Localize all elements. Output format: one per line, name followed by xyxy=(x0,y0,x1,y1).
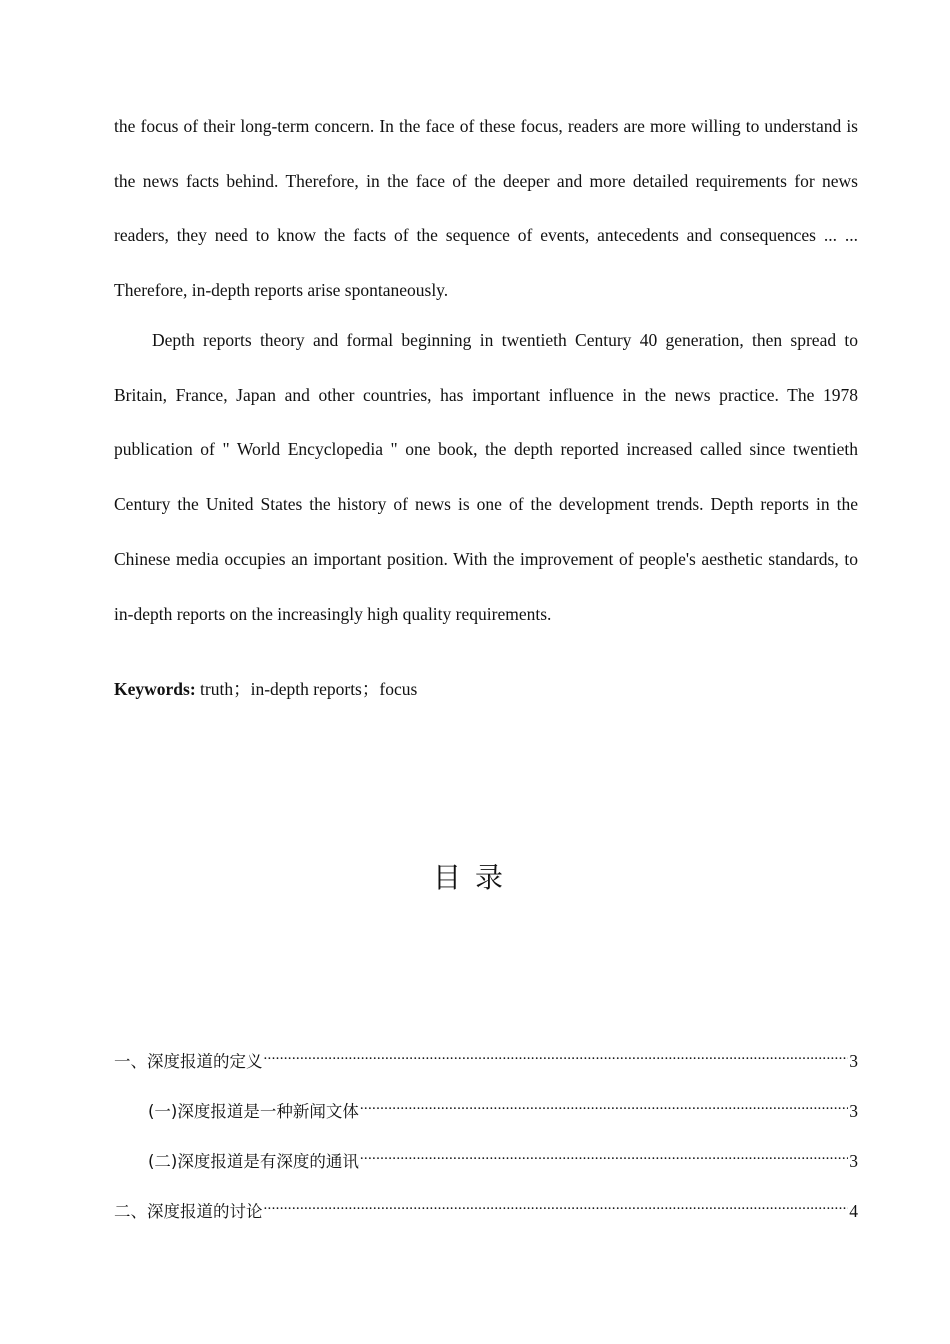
toc-leader-dots xyxy=(360,1091,848,1117)
toc-entry-label: 一、深度报道的定义 xyxy=(114,1052,263,1071)
toc-leader-dots xyxy=(360,1141,848,1167)
toc-entry-label: (一)深度报道是一种新闻文体 xyxy=(148,1102,359,1121)
toc-entry[interactable] xyxy=(148,1141,858,1175)
keywords-value: truth；in-depth reports；focus xyxy=(195,679,418,699)
toc-leader-dots xyxy=(264,1191,849,1217)
abstract-paragraph: the focus of their long-term concern. In the face of these focus, readers are more willing to understand is the news facts behind. Therefore, in the face of the deeper and more detailed requirements for news readers, they need to know the facts of the sequence of events, antecedents and consequences ... ... Therefore, in-depth reports arise spontaneously. xyxy=(114,116,858,301)
toc-page-number: 4 xyxy=(849,1201,858,1221)
abstract-paragraph: Depth reports theory and formal beginning in twentieth Century 40 generation, then spread to Britain, France, Japan and other countries, has important influence in the news practice. The 1978 publication of " World Encyclopedia " one book, the depth reported increased called since twentieth Century the United States the history of news is one of the development trends. Depth reports in the Chinese media occupies an important position. With the improvement of people's aesthetic standards, to in-depth reports on the increasingly high quality requirements. xyxy=(114,330,858,624)
toc-leader-dots xyxy=(264,1041,849,1067)
toc-page-number: 3 xyxy=(849,1151,858,1171)
keywords-label: Keywords: xyxy=(114,679,196,699)
toc-title: 目录 xyxy=(432,861,517,894)
toc-entry-label: 二、深度报道的讨论 xyxy=(114,1202,263,1221)
toc-entry[interactable] xyxy=(148,1091,858,1125)
keywords-line xyxy=(114,675,417,703)
toc-entry[interactable] xyxy=(114,1191,858,1225)
toc-page-number: 3 xyxy=(849,1101,858,1121)
toc-entry[interactable] xyxy=(114,1041,858,1075)
toc-entry-label: (二)深度报道是有深度的通讯 xyxy=(148,1152,359,1171)
toc-page-number: 3 xyxy=(849,1051,858,1071)
